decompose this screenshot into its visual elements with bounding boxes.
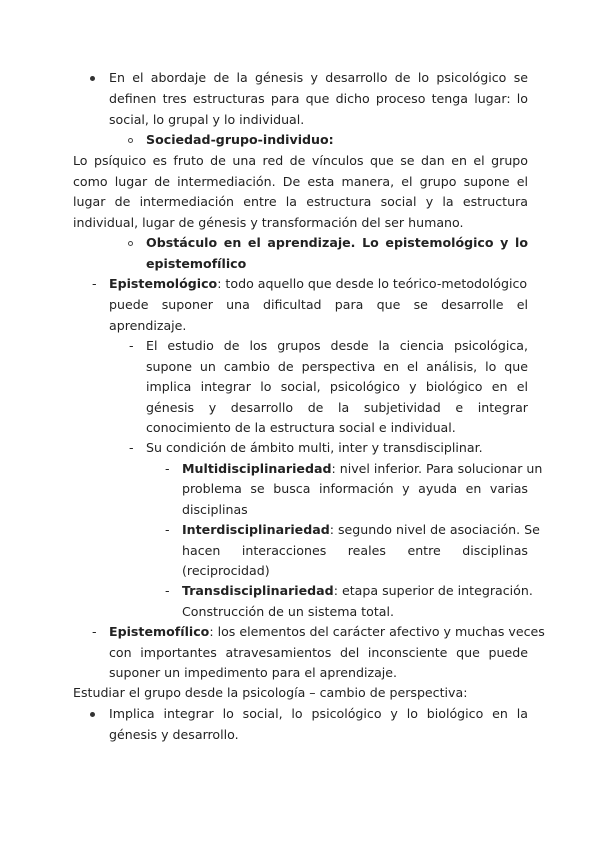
multi-line-1-text: : nivel inferior. Para solucionar un (331, 461, 543, 476)
bullet2-line-2: génesis y desarrollo. (109, 727, 239, 742)
epistemologico-term: Epistemológico (109, 276, 218, 291)
obstacle-heading-line-1: Obstáculo en el aprendizaje. Lo epistemológico y lo (146, 235, 528, 250)
epistemofilico-line-3: suponer un impedimento para el aprendizaje. (109, 665, 398, 680)
inter-term: Interdisciplinariedad (182, 522, 330, 537)
dash-marker: - (165, 461, 170, 476)
bullet-disc-icon (90, 712, 95, 717)
bullet1-line-1: En el abordaje de la génesis y desarrollo de lo psicológico se (109, 70, 528, 85)
multi-term: Multidisciplinariedad (182, 461, 332, 476)
sub2-line: Su condición de ámbito multi, inter y transdisciplinar. (146, 440, 483, 455)
epistemologico-line-1 (109, 274, 527, 294)
bullet1-line-3: social, lo grupal y lo individual. (109, 112, 305, 127)
paragraph1-line-1: Lo psíquico es fruto de una red de vínculos que se dan en el grupo (73, 153, 528, 168)
bullet-disc-icon (90, 76, 95, 81)
epistemofilico-line-1 (109, 622, 545, 642)
sub1-line-1: El estudio de los grupos desde la ciencia psicológica, (146, 338, 528, 353)
dash-marker: - (165, 522, 170, 537)
obstacle-heading-line-2: epistemofílico (146, 256, 247, 271)
sub-heading (146, 130, 334, 150)
dash-marker: - (129, 338, 134, 353)
dash-marker: - (92, 624, 97, 639)
inter-line-2: hacen interacciones reales entre disciplinas (182, 543, 528, 558)
paragraph1-line-2: como lugar de intermediación. De esta manera, el grupo supone el (73, 174, 528, 189)
circle-bullet-icon (128, 241, 133, 246)
sub1-line-5: conocimiento de la estructura social e individual. (146, 420, 456, 435)
epistemofilico-line-1-text: : los elementos del carácter afectivo y muchas veces (209, 624, 545, 639)
multi-line-1 (182, 459, 542, 479)
inter-line-3: (reciprocidad) (182, 563, 270, 578)
epistemologico-line-1-text: : todo aquello que desde lo teórico-metodológico (217, 276, 528, 291)
dash-marker: - (92, 276, 97, 291)
trans-line-2: Construcción de un sistema total. (182, 604, 394, 619)
paragraph1-line-4: individual, lugar de génesis y transformación del ser humano. (73, 215, 464, 230)
epistemofilico-line-2: con importantes atravesamientos del inconsciente que puede (109, 645, 528, 660)
paragraph2-line: Estudiar el grupo desde la psicología – cambio de perspectiva: (73, 685, 468, 700)
epistemologico-line-3: aprendizaje. (109, 318, 187, 333)
sub1-line-2: supone un cambio de perspectiva en el análisis, lo que (146, 359, 528, 374)
dash-marker: - (165, 583, 170, 598)
sub1-line-4: génesis y desarrollo de la subjetividad e integrar (146, 400, 528, 415)
trans-line-1-text: : etapa superior de integración. (333, 583, 533, 598)
bullet2-line-1: Implica integrar lo social, lo psicológico y lo biológico en la (109, 706, 528, 721)
epistemologico-line-2: puede suponer una dificultad para que se desarrolle el (109, 297, 528, 312)
multi-line-3: disciplinas (182, 502, 248, 517)
sub1-line-3: implica integrar lo social, psicológico y biológico en el (146, 379, 528, 394)
bullet1-line-2: definen tres estructuras para que dicho proceso tenga lugar: lo (109, 91, 528, 106)
inter-line-1 (182, 520, 540, 540)
inter-line-1-text: : segundo nivel de asociación. Se (329, 522, 540, 537)
paragraph1-line-3: lugar de intermediación entre la estructura social y la estructura (73, 194, 528, 209)
dash-marker: - (129, 440, 134, 455)
multi-line-2: problema se busca información y ayuda en varias (182, 481, 528, 496)
circle-bullet-icon (128, 138, 133, 143)
sub-heading-text: Sociedad-grupo-individuo: (146, 132, 334, 147)
epistemofilico-term: Epistemofílico (109, 624, 210, 639)
trans-term: Transdisciplinariedad (182, 583, 334, 598)
trans-line-1 (182, 581, 533, 601)
